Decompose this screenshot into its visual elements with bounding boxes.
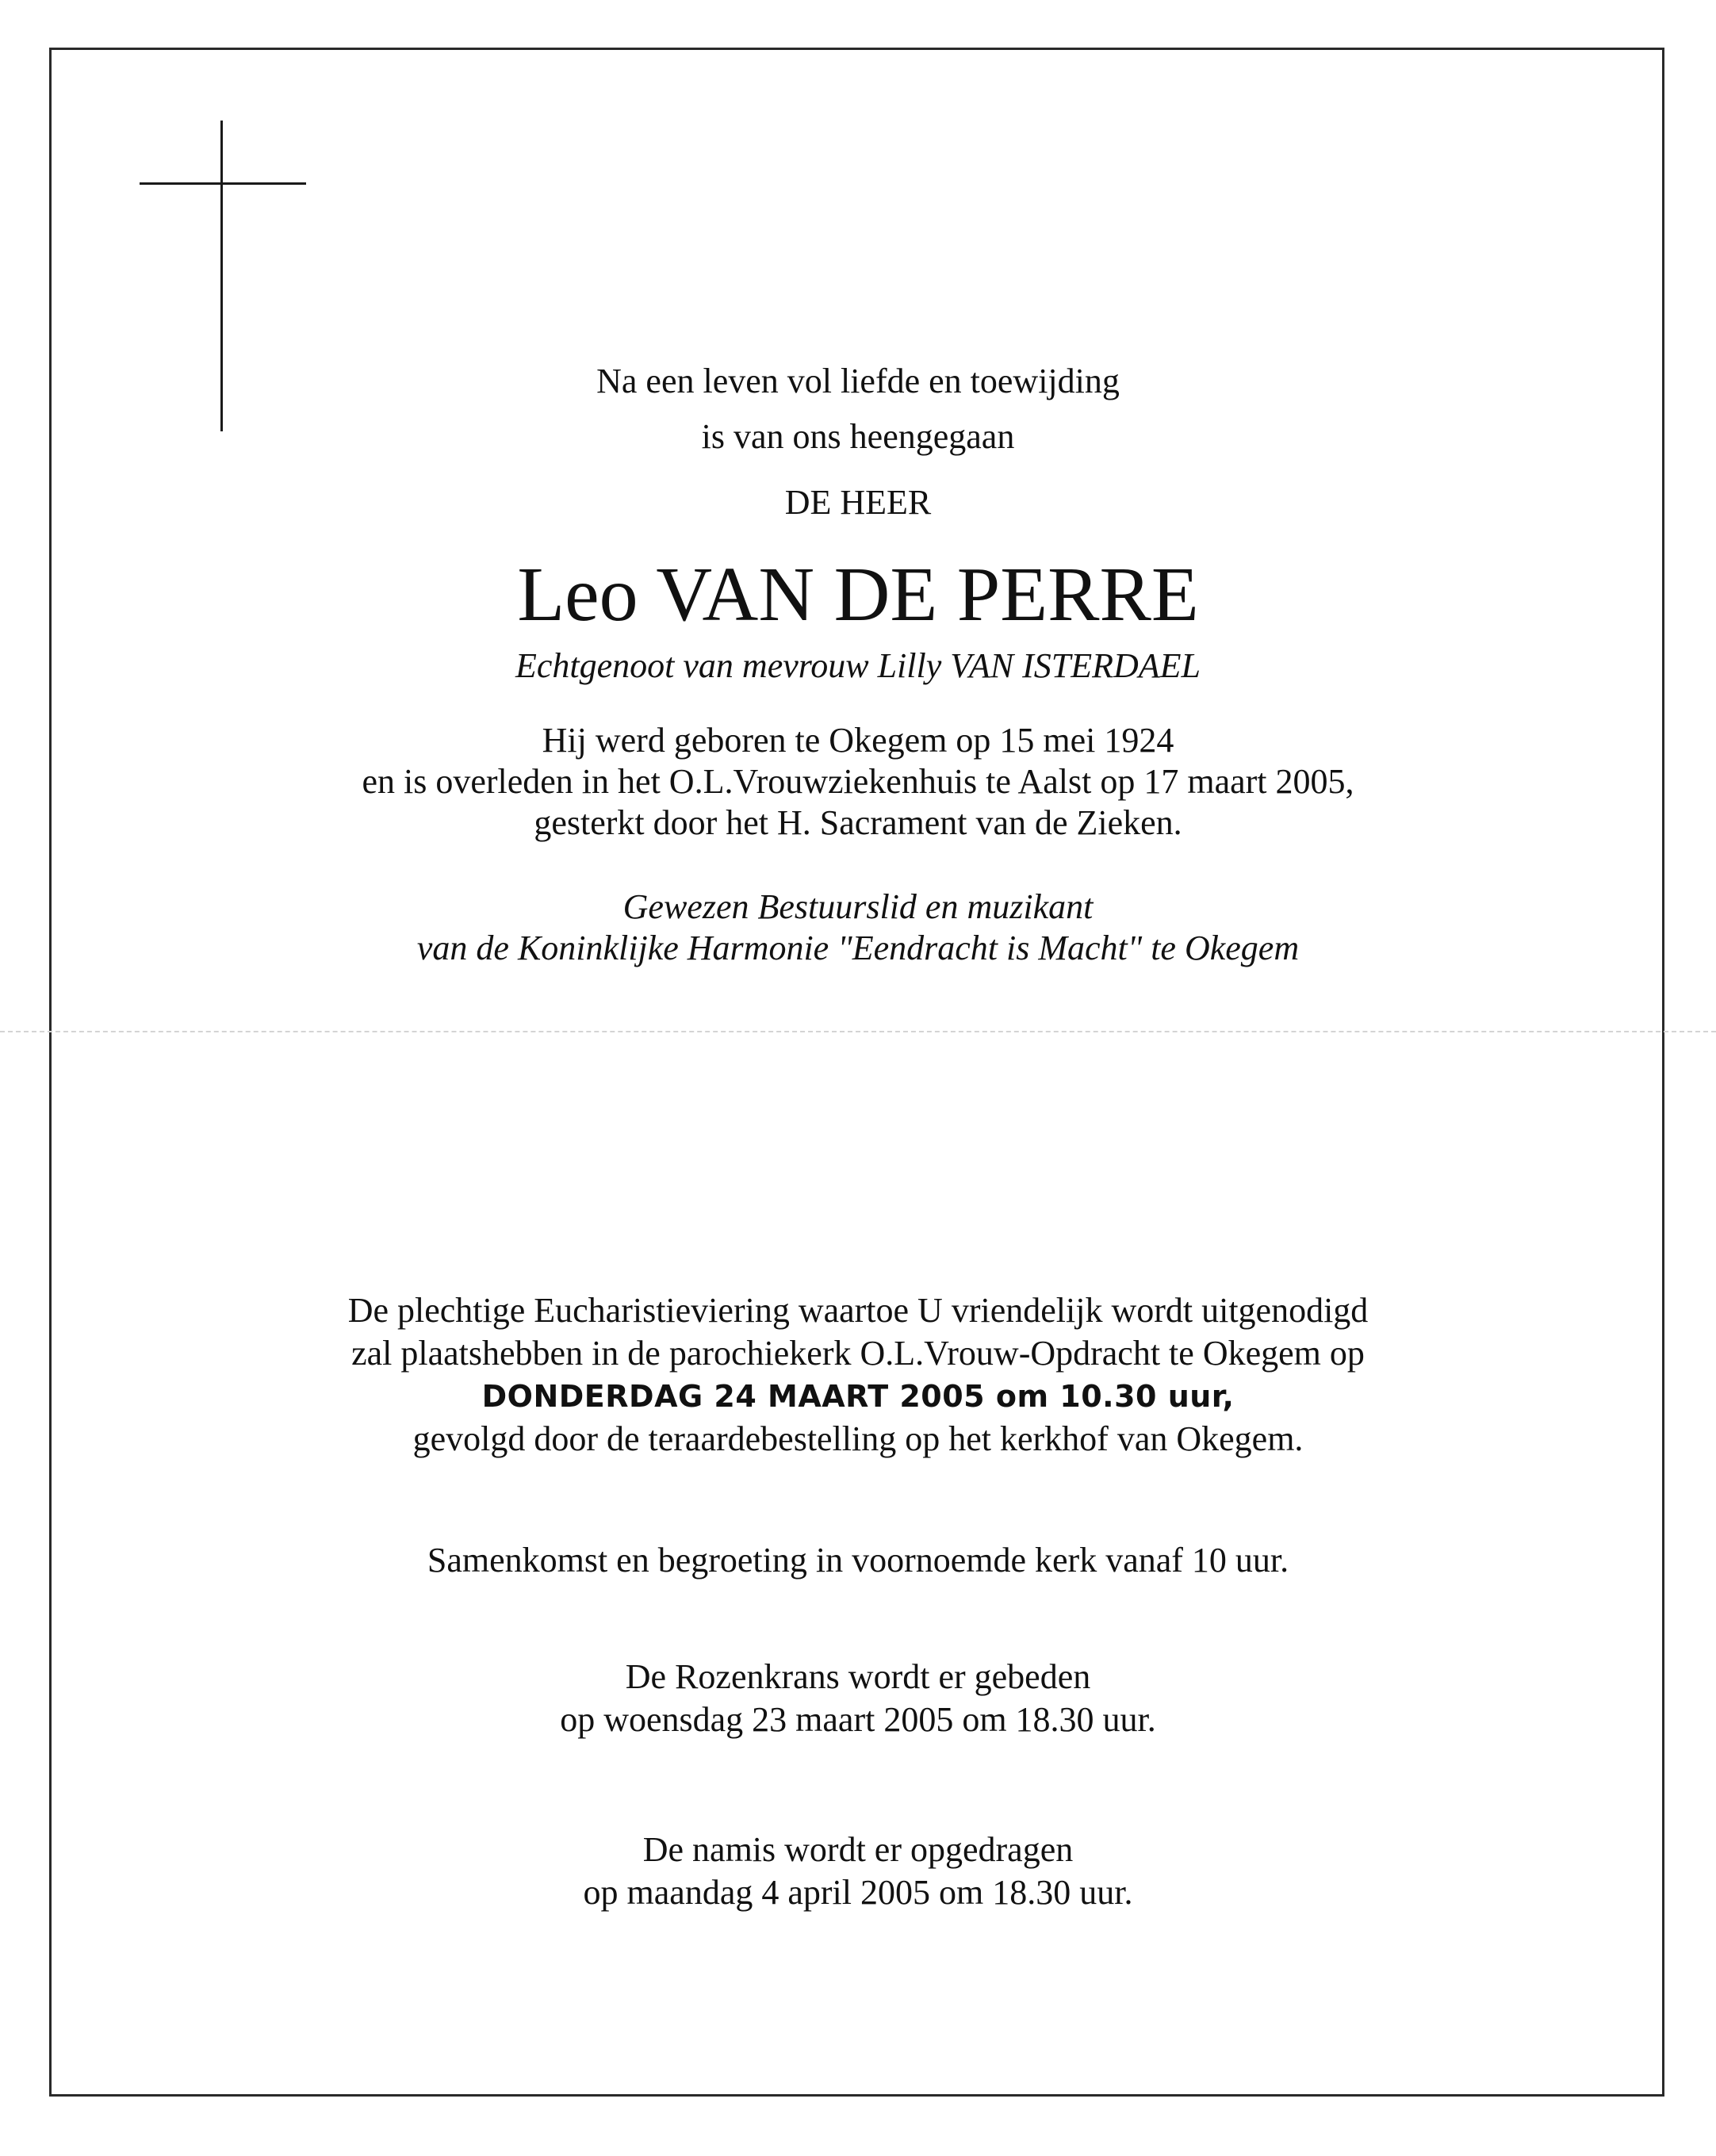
life-line: Hij werd geboren te Okegem op 15 mei 1924 (542, 721, 1174, 760)
deceased-name-text: Leo VAN DE PERRE (517, 552, 1199, 638)
rosary-line: op woensdag 23 maart 2005 om 18.30 uur. (560, 1700, 1156, 1739)
honorific (0, 475, 1716, 530)
namis-note (0, 1829, 1716, 1914)
life-details (0, 720, 1716, 844)
fold-line (0, 1031, 1716, 1032)
intro-line: is van ons heengegaan (701, 417, 1015, 456)
gathering-note (0, 1537, 1716, 1584)
mass-date: DONDERDAG 24 MAART 2005 om 10.30 uur, (481, 1379, 1235, 1414)
cross-horizontal-bar (140, 182, 306, 185)
merit-line: Gewezen Bestuurslid en muzikant (622, 887, 1094, 926)
spouse-text: Echtgenoot van mevrouw Lilly VAN ISTERDAEL (515, 646, 1201, 685)
intro-text (0, 354, 1716, 465)
deceased-name (0, 547, 1716, 642)
namis-line: op maandag 4 april 2005 om 18.30 uur. (583, 1873, 1133, 1912)
merit-line: van de Koninklijke Harmonie "Eendracht is Macht" te Okegem (416, 929, 1300, 967)
gathering-text: Samenkomst en begroeting in voornoemde kerk vanaf 10 uur. (427, 1541, 1289, 1580)
mass-invitation (0, 1289, 1716, 1461)
life-line: gesterkt door het H. Sacrament van de Zieken. (534, 803, 1182, 842)
intro-line: Na een leven vol liefde en toewijding (596, 362, 1120, 400)
rosary-note (0, 1656, 1716, 1741)
merit-text (0, 887, 1716, 969)
honorific-text: DE HEER (784, 483, 932, 522)
burial-line: gevolgd door de teraardebestelling op het kerkhof van Okegem. (412, 1419, 1304, 1458)
mass-line: zal plaatshebben in de parochiekerk O.L.Vrouw-Opdracht te Okegem op (351, 1334, 1365, 1373)
spouse-line (0, 638, 1716, 694)
life-line: en is overleden in het O.L.Vrouwziekenhuis te Aalst op 17 maart 2005, (362, 762, 1354, 801)
mass-line: De plechtige Eucharistieviering waartoe U vriendelijk wordt uitgenodigd (347, 1291, 1369, 1330)
rosary-line: De Rozenkrans wordt er gebeden (625, 1657, 1091, 1696)
namis-line: De namis wordt er opgedragen (642, 1830, 1074, 1869)
